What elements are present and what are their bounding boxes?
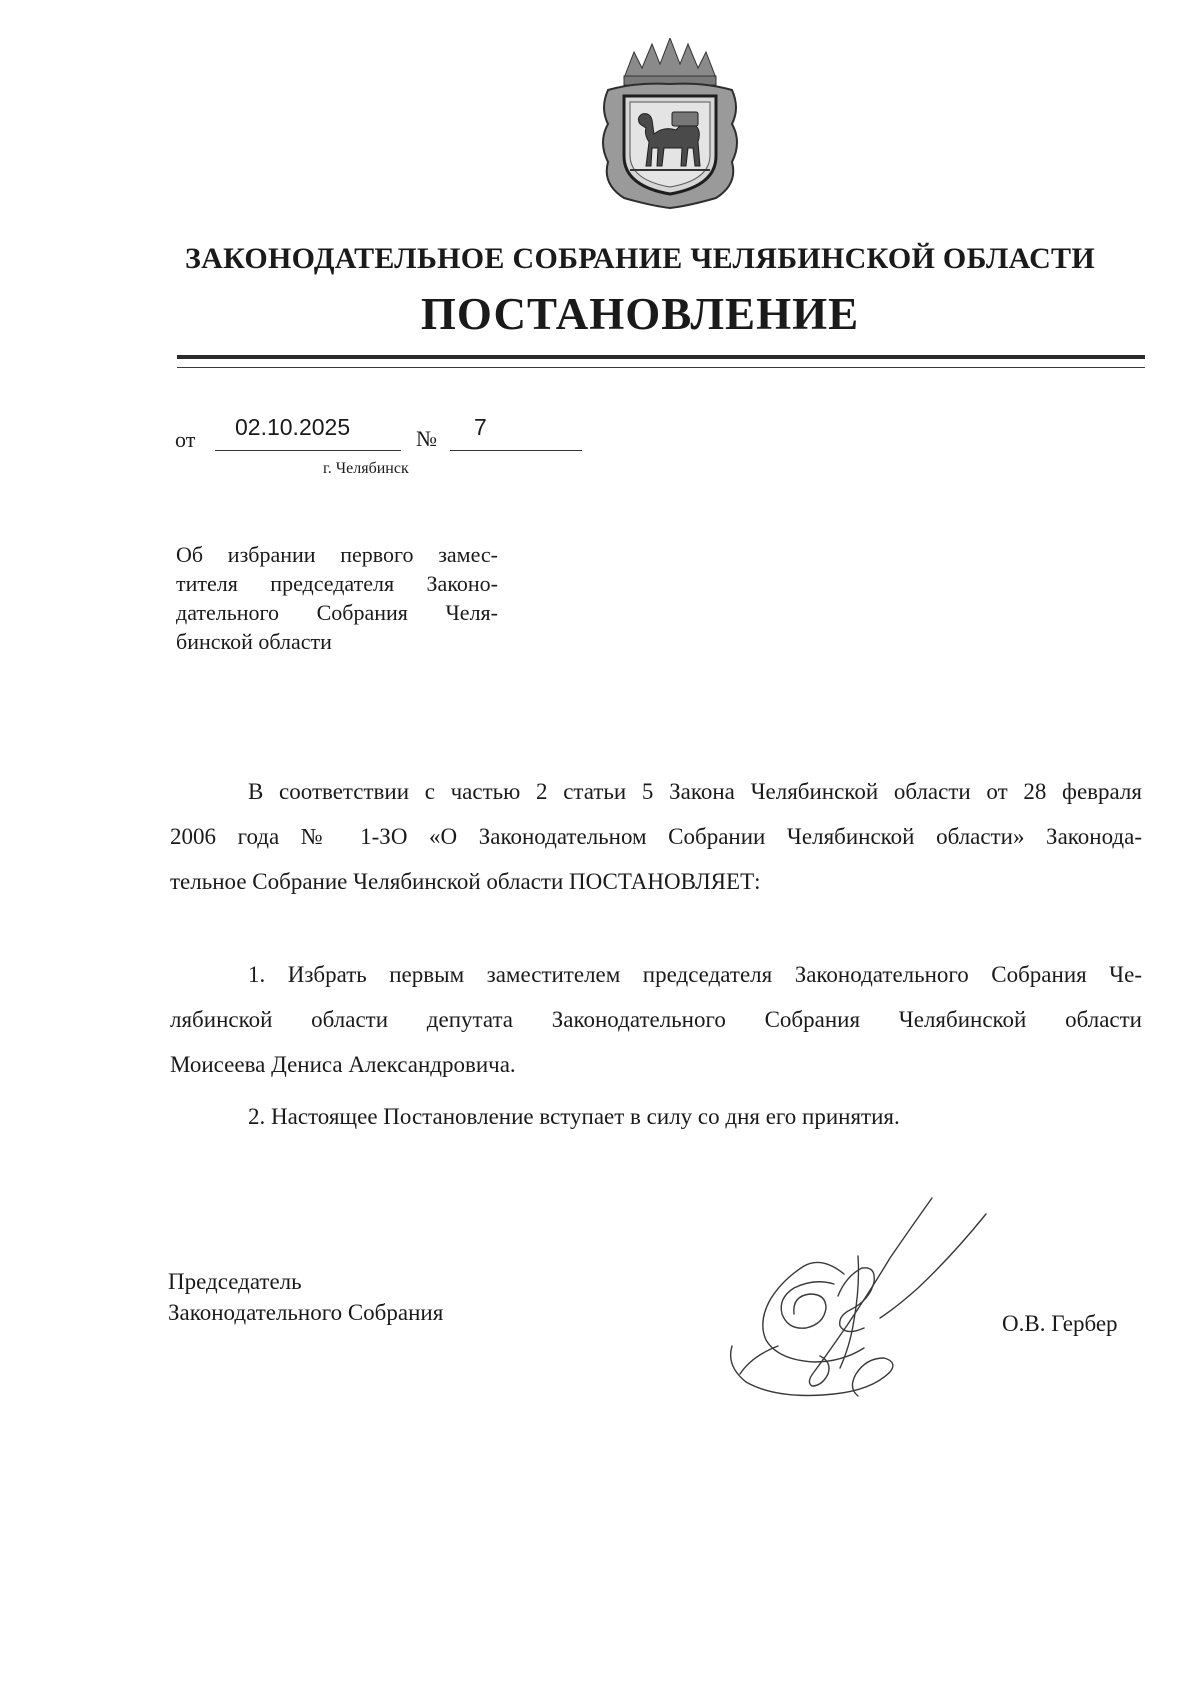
date-underline — [215, 450, 401, 451]
header-divider-thick — [177, 355, 1145, 359]
document-type-title: ПОСТАНОВЛЕНИЕ — [420, 289, 860, 339]
number-underline — [450, 450, 582, 451]
signatory-title — [168, 1266, 443, 1328]
organization-title: ЗАКОНОДАТЕЛЬНОЕ СОБРАНИЕ ЧЕЛЯБИНСКОЙ ОБЛАСТИ — [185, 242, 1095, 275]
paragraph-line: лябинской области депутата Законодательного Собрания Челябинской области — [170, 1007, 1142, 1032]
paragraph-line: 2006 года № 1-ЗО «О Законодательном Собрании Челябинской области» Законода- — [170, 824, 1142, 849]
header-divider-thin — [177, 367, 1145, 368]
paragraph-line: 2. Настоящее Постановление вступает в силу со дня его принятия. — [248, 1104, 900, 1129]
subject-line: бинской области — [176, 629, 332, 654]
document-number: 7 — [474, 414, 487, 440]
preamble-paragraph — [170, 769, 1142, 904]
city-label: г. Челябинск — [323, 460, 409, 477]
number-sign-label: № — [416, 426, 437, 451]
paragraph-line: тельное Собрание Челябинской области ПОСТАНОВЛЯЕТ: — [170, 869, 761, 894]
subject-line: тителя председателя Законо- — [176, 571, 498, 596]
item-1-paragraph — [170, 952, 1142, 1087]
coat-of-arms-emblem — [594, 38, 746, 210]
signatory-name: О.В. Гербер — [1002, 1311, 1118, 1336]
paragraph-line: 1. Избрать первым заместителем председателя Законодательного Собрания Че- — [248, 962, 1142, 987]
date-prefix-label: от — [175, 427, 196, 452]
document-date: 02.10.2025 — [235, 414, 351, 440]
subject-line: дательного Собрания Челя- — [176, 600, 498, 625]
signatory-title-line: Законодательного Собрания — [168, 1300, 444, 1325]
paragraph-line: Моисеева Дениса Александровича. — [170, 1052, 516, 1077]
handwritten-signature — [722, 1196, 994, 1401]
paragraph-line: В соответствии с частью 2 статьи 5 Закона Челябинской области от 28 февраля — [248, 779, 1142, 804]
document-subject — [176, 540, 498, 656]
item-2-paragraph — [170, 1094, 1142, 1139]
subject-line: Об избрании первого замес- — [176, 542, 498, 567]
signatory-title-line: Председатель — [168, 1269, 302, 1294]
